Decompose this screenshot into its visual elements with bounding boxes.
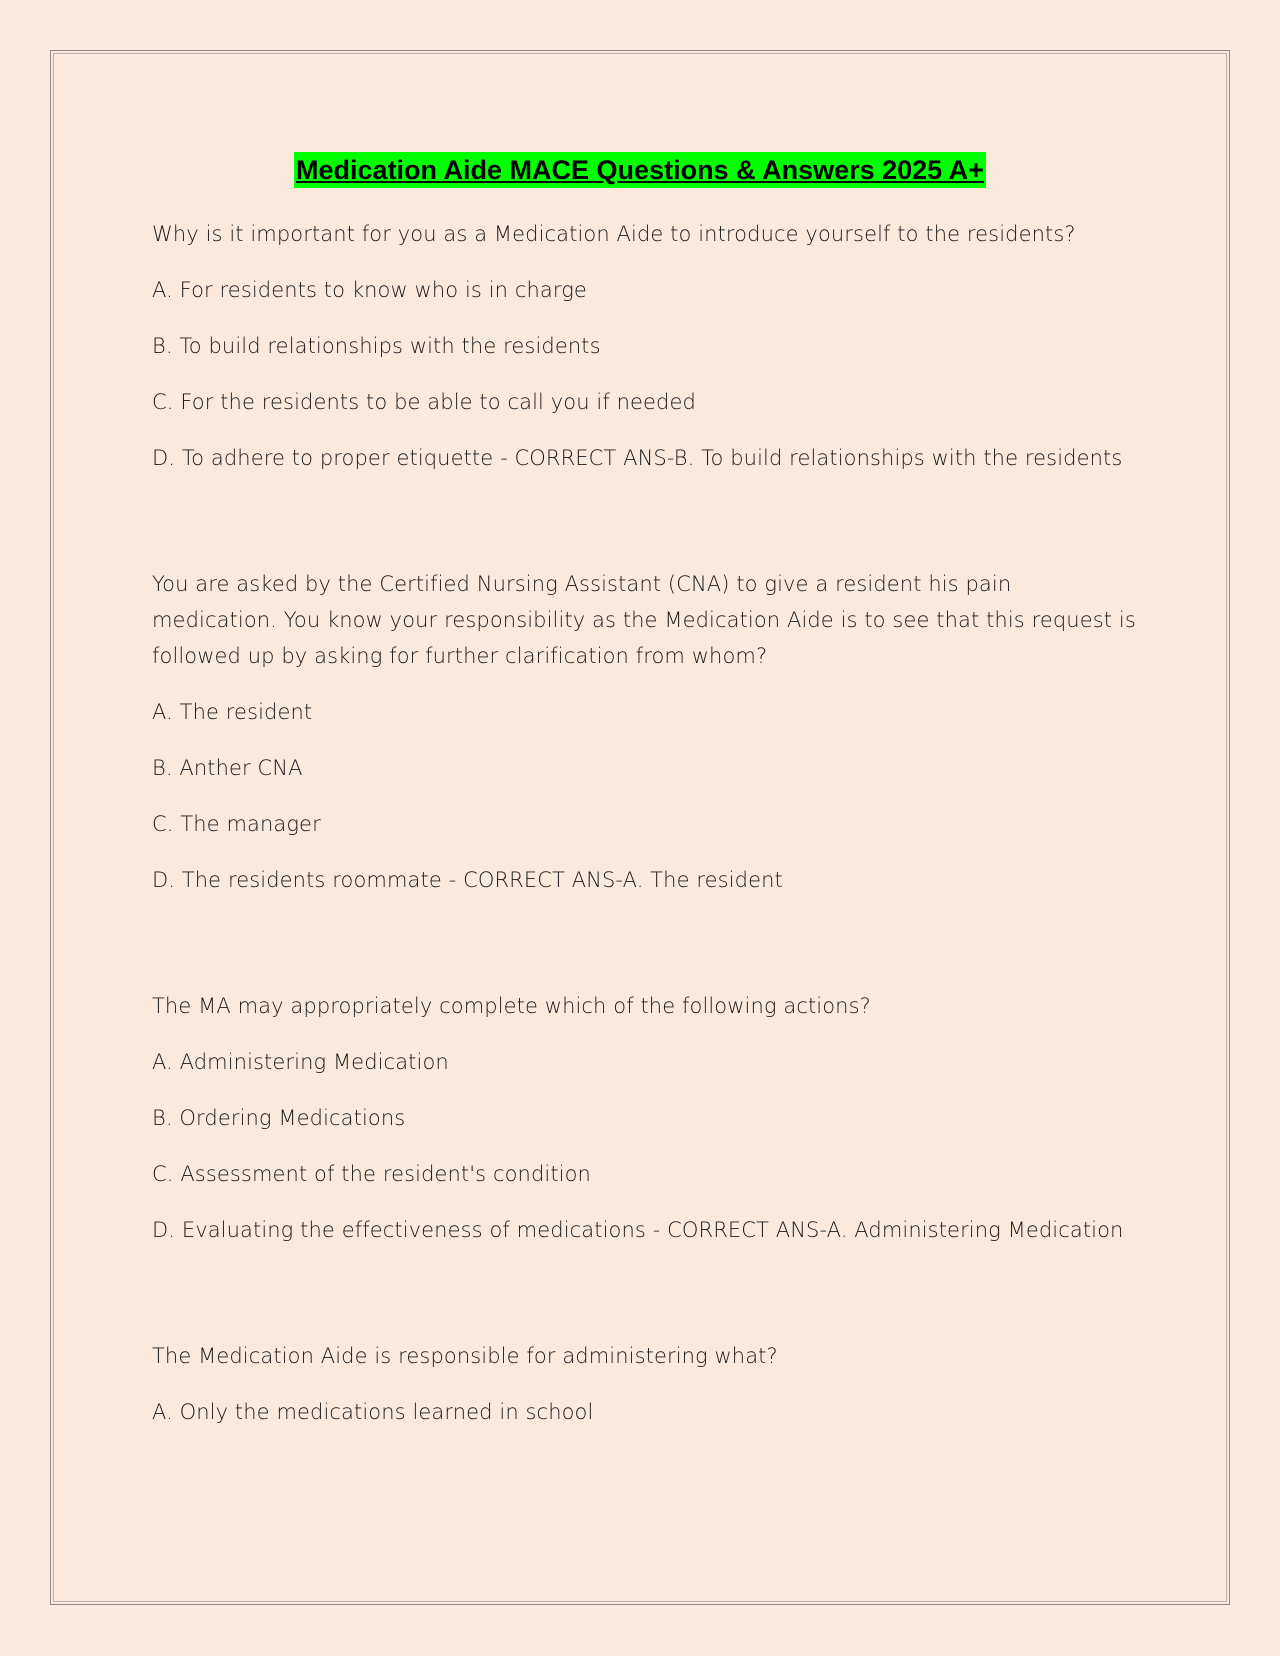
question-block-3 [152,988,1142,1248]
question-text: Why is it important for you as a Medication Aide to introduce yourself to the residents? [152,222,1076,246]
spacer [152,496,1142,566]
answer-option: C. Assessment of the resident's condition [152,1162,591,1186]
question-block-2 [152,566,1142,898]
answer-option: C. For the residents to be able to call you if needed [152,390,696,414]
answer-option: B. Anther CNA [152,756,303,780]
question-text: The MA may appropriately complete which of the following actions? [152,994,871,1018]
question-text: The Medication Aide is responsible for administering what? [152,1344,778,1368]
answer-option-with-correct-answer: D. Evaluating the effectiveness of medications - CORRECT ANS-A. Administering Medication [152,1218,1124,1242]
spacer [152,1268,1142,1338]
document-body [152,216,1142,1450]
answer-option: A. Administering Medication [152,1050,449,1074]
document-title: Medication Aide MACE Questions & Answers 2025 A+ [294,152,986,188]
answer-option: A. The resident [152,700,313,724]
answer-option-with-correct-answer: D. The residents roommate - CORRECT ANS-A. The resident [152,868,783,892]
answer-option: A. For residents to know who is in charge [152,278,587,302]
spacer [152,918,1142,988]
question-text: You are asked by the Certified Nursing Assistant (CNA) to give a resident his pain medication. You know your responsibility as the Medication Aide is to see that this request is followed up by asking for further clarification from whom? [152,572,1136,668]
answer-option: B. Ordering Medications [152,1106,406,1130]
title-wrapper [0,152,1280,188]
answer-option: A. Only the medications learned in school [152,1400,594,1424]
answer-option: B. To build relationships with the residents [152,334,601,358]
answer-option-with-correct-answer: D. To adhere to proper etiquette - CORRECT ANS-B. To build relationships with the residents [152,446,1123,470]
answer-option: C. The manager [152,812,321,836]
question-block-4 [152,1338,1142,1430]
question-block-1 [152,216,1142,476]
